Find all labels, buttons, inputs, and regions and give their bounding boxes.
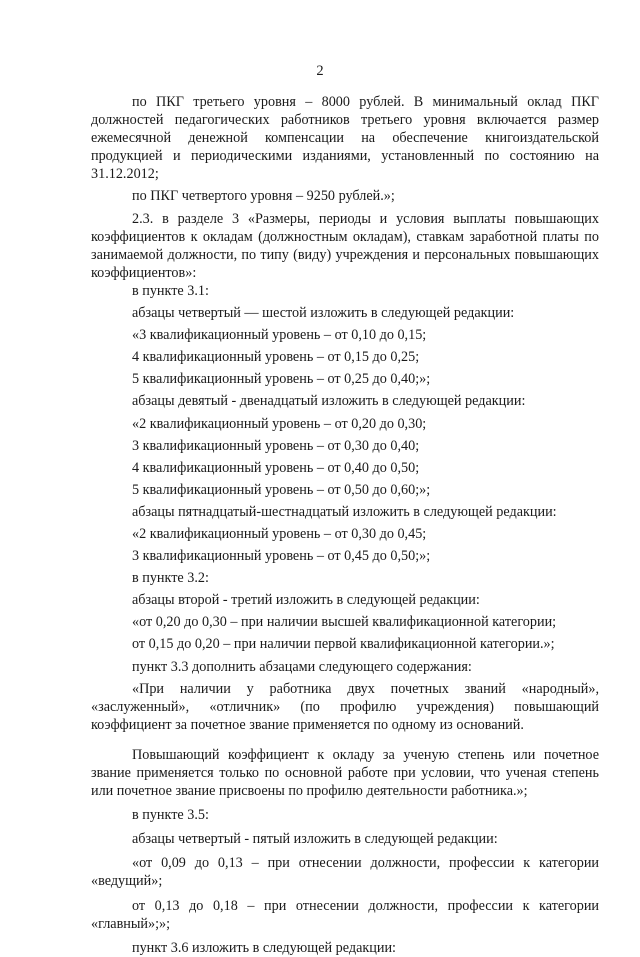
paragraph-abz-4-6: абзацы четвертый — шестой изложить в следующей редакции: (132, 305, 515, 322)
paragraph-abz-2-3: абзацы второй - третий изложить в следующей редакции: (132, 592, 480, 609)
paragraph-qual-3-a: «3 квалификационный уровень – от 0,10 до 0,15; (132, 327, 427, 344)
paragraph-item-3-3: пункт 3.3 дополнить абзацами следующего содержания: (132, 658, 472, 675)
paragraph-item-3-5: в пункте 3.5: (132, 807, 209, 824)
paragraph-item-3-2: в пункте 3.2: (132, 570, 209, 587)
paragraph-abz-9-12: абзацы девятый - двенадцатый изложить в следующей редакции: (132, 393, 526, 410)
paragraph-first-category: от 0,15 до 0,20 – при наличии первой квалификационной категории.»; (132, 636, 555, 653)
paragraph-abz-15-16: абзацы пятнадцатый-шестнадцатый изложить в следующей редакции: (132, 503, 557, 520)
paragraph-item-3-1: в пункте 3.1: (132, 282, 209, 299)
paragraph-honorary-titles: «При наличии у работника двух почетных званий «народный», «заслуженный», «отличник» (по профилю учреждения) повышающий коэффициент за почетное звание применяется по одному из оснований. (91, 680, 599, 733)
paragraph-leading-category: «от 0,09 до 0,13 – при отнесении должности, профессии к категории «ведущий»; (91, 855, 599, 890)
paragraph-qual-2-c: «2 квалификационный уровень – от 0,30 до 0,45; (132, 525, 427, 542)
paragraph-qual-5-b: 5 квалификационный уровень – от 0,50 до 0,60;»; (132, 481, 431, 498)
paragraph-section-2-3: 2.3. в разделе 3 «Размеры, периоды и условия выплаты повышающих коэффициентов к окладам (должностным окладам), ставкам заработной платы по занимаемой должности, по типу (виду) учреждения и персональных повышающих коэффициентов»: (91, 210, 599, 281)
paragraph-qual-2-b: «2 квалификационный уровень – от 0,20 до 0,30; (132, 415, 427, 432)
paragraph-academic-degree: Повышающий коэффициент к окладу за ученую степень или почетное звание применяется только по основной работе при условии, что ученая степень или почетное звание присвоены по профилю деятельности работника.»; (91, 746, 599, 800)
paragraph-qual-4-a: 4 квалификационный уровень – от 0,15 до 0,25; (132, 349, 420, 366)
paragraph-pkg-level-3: по ПКГ третьего уровня – 8000 рублей. В минимальный оклад ПКГ должностей педагогических работников третьего уровня включается размер ежемесячной денежной компенсации на обеспечение книгоиздательской продукцией и периодическими изданиями, установленный по состоянию на 31.12.2012; (91, 94, 599, 183)
page-number: 2 (316, 63, 324, 79)
document-body (91, 93, 599, 957)
paragraph-qual-4-b: 4 квалификационный уровень – от 0,40 до 0,50; (132, 459, 420, 476)
paragraph-abz-4-5: абзацы четвертый - пятый изложить в следующей редакции: (132, 831, 498, 848)
paragraph-qual-3-c: 3 квалификационный уровень – от 0,45 до 0,50;»; (132, 548, 431, 565)
paragraph-chief-category: от 0,13 до 0,18 – при отнесении должности, профессии к категории «главный»;»; (91, 897, 599, 932)
paragraph-qual-3-b: 3 квалификационный уровень – от 0,30 до 0,40; (132, 437, 420, 454)
paragraph-item-3-6: пункт 3.6 изложить в следующей редакции: (132, 939, 396, 956)
paragraph-highest-category: «от 0,20 до 0,30 – при наличии высшей квалификационной категории; (132, 614, 557, 631)
paragraph-qual-5-a: 5 квалификационный уровень – от 0,25 до 0,40;»; (132, 371, 431, 388)
paragraph-pkg-level-4: по ПКГ четвертого уровня – 9250 рублей.»; (132, 188, 395, 205)
